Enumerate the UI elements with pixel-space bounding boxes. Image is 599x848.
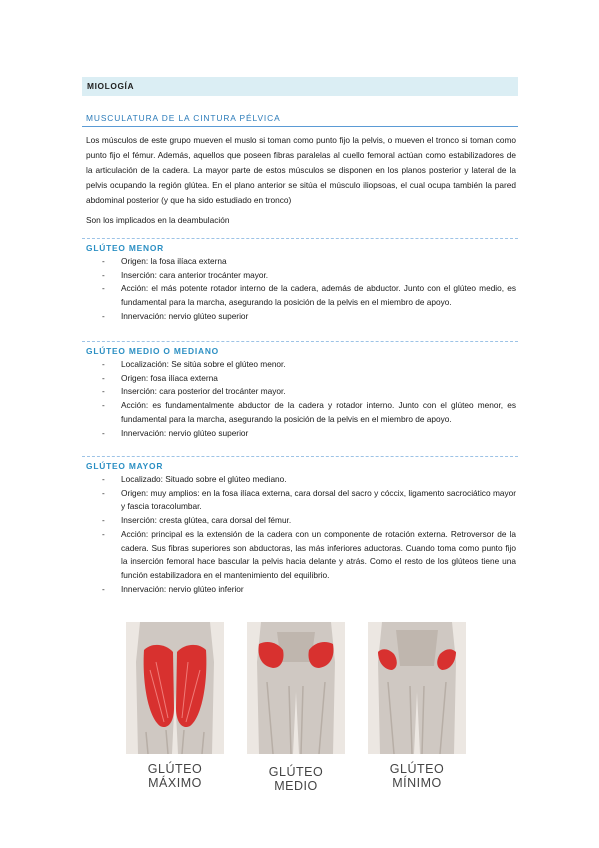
panel-gluteo-maximo — [126, 622, 224, 754]
list-item: - Acción: es fundamentalmente abductor de la cadera y rotador interno. Junto con el glúteo menor, es fundamental para la marcha, asegurando la posición de la pelvis en el miembro de apoyo. — [86, 399, 516, 426]
muscle-list-gluteo-medio — [86, 358, 516, 440]
muscle-title-gluteo-medio: GLÚTEO MEDIO O MEDIANO — [86, 346, 219, 356]
list-item: - Acción: principal es la extensión de la cadera con un componente de rotación externa. Retroversor de la cadera. Sus fibras superiores son abductoras, las más inferiores aductoras. Cuando toma como punto fijo la inserción femoral hace bascular la pelvis hacia delante y atrás. Como el resto de los glúteos tiene una función estabilizadora en el mantenimiento del equilibrio. — [86, 528, 516, 583]
caption-line: MEDIO — [274, 779, 318, 793]
list-item: - Localizado: Situado sobre el glúteo mediano. — [86, 473, 516, 487]
list-item: - Innervación: nervio glúteo superior — [86, 310, 516, 324]
list-item: - Origen: la fosa ilíaca externa — [86, 255, 516, 269]
gluteo-medio-illustration — [247, 622, 345, 754]
list-item: - Localización: Se sitúa sobre el glúteo menor. — [86, 358, 516, 372]
section-header-band — [82, 77, 518, 96]
divider — [82, 341, 518, 342]
caption-line: GLÚTEO — [389, 762, 445, 776]
caption-line: MÍNIMO — [392, 776, 442, 790]
subtitle-rule — [82, 126, 518, 127]
divider — [82, 456, 518, 457]
list-item: - Inserción: cara anterior trocánter mayor. — [86, 269, 516, 283]
list-item: - Acción: el más potente rotador interno de la cadera, además de abductor. Junto con el glúteo medio, es fundamental para la marcha, asegurando la posición de la pelvis en el miembro de apoyo. — [86, 282, 516, 309]
muscle-title-gluteo-menor: GLÚTEO MENOR — [86, 243, 164, 253]
section-header: MIOLOGÍA — [87, 81, 135, 91]
caption-gluteo-medio — [247, 765, 345, 793]
caption-line: GLÚTEO — [268, 765, 324, 779]
subtitle: MUSCULATURA DE LA CINTURA PÉLVICA — [86, 113, 281, 123]
list-item: - Innervación: nervio glúteo inferior — [86, 583, 516, 597]
list-item: - Inserción: cresta glútea, cara dorsal del fémur. — [86, 514, 516, 528]
list-item: - Inserción: cara posterior del trocánter mayor. — [86, 385, 516, 399]
note-line: Son los implicados en la deambulación — [86, 215, 230, 225]
caption-line: GLÚTEO — [147, 762, 203, 776]
caption-gluteo-minimo — [368, 762, 466, 790]
list-item: - Origen: fosa ilíaca externa — [86, 372, 516, 386]
caption-gluteo-maximo — [126, 762, 224, 790]
muscle-list-gluteo-menor — [86, 255, 516, 324]
caption-line: MÁXIMO — [148, 776, 202, 790]
intro-paragraph: Los músculos de este grupo mueven el muslo si toman como punto fijo la pelvis, o mueven el tronco si toman como punto fijo el fémur. Además, aquellos que poseen fibras paralelas al cuello femoral actúan como estabilizadores de la articulación de la cadera. La mayor parte de estos músculos se disponen en los planos posterior y lateral de la pelvis ocupando la región glútea. En el plano anterior se sitúa el músculo iliopsoas, el cual ocupa también la pared abdominal posterior (y que ha sido estudiado en tronco) — [86, 135, 516, 205]
list-item: - Innervación: nervio glúteo superior — [86, 427, 516, 441]
gluteal-muscles-figure — [126, 622, 466, 797]
list-item: - Origen: muy amplios: en la fosa ilíaca externa, cara dorsal del sacro y cóccix, ligamento sacrociático mayor y fascia toracolumbar. — [86, 487, 516, 514]
gluteo-maximo-illustration — [126, 622, 224, 754]
divider — [82, 238, 518, 239]
muscle-title-gluteo-mayor: GLÚTEO MAYOR — [86, 461, 164, 471]
muscle-list-gluteo-mayor — [86, 473, 516, 596]
panel-gluteo-medio — [247, 622, 345, 754]
gluteo-minimo-illustration — [368, 622, 466, 754]
panel-gluteo-minimo — [368, 622, 466, 754]
